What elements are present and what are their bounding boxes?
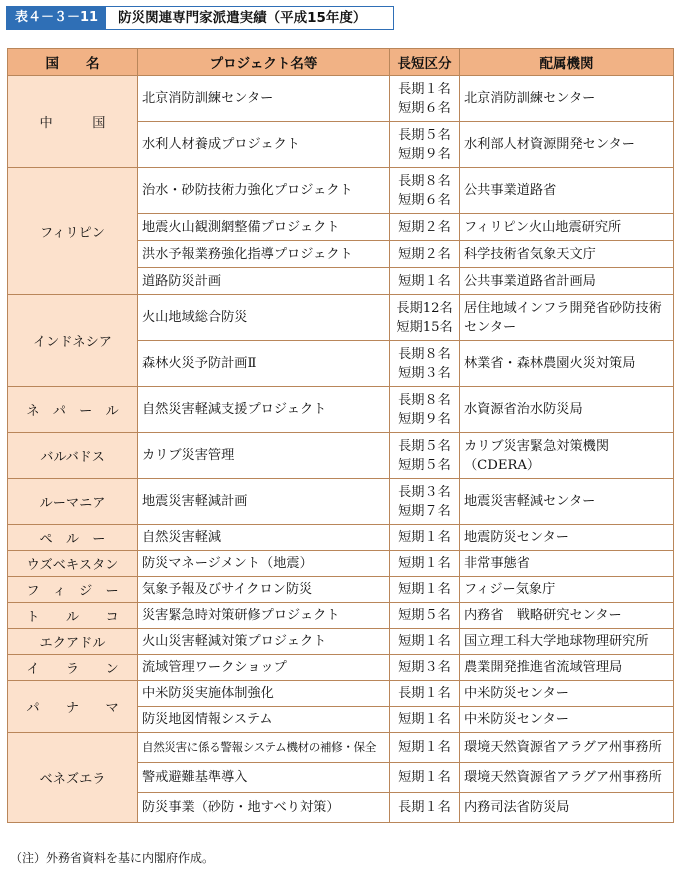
country-cell: ト ル コ (8, 603, 138, 629)
project-cell: 水利人材養成プロジェクト (138, 122, 390, 168)
country-cell: 中 国 (8, 76, 138, 168)
agency-cell: 公共事業道路省 (460, 168, 674, 214)
period-line: 長期１名 (398, 686, 451, 701)
country-cell: フ ィ ジ ー (8, 577, 138, 603)
period-cell (390, 525, 460, 551)
country-cell: ネ パ ー ル (8, 387, 138, 433)
period-cell (390, 577, 460, 603)
agency-cell: 中米防災センター (460, 681, 674, 707)
header-row (8, 49, 674, 76)
period-cell (390, 603, 460, 629)
table-row (8, 733, 674, 763)
table-row (8, 577, 674, 603)
period-cell (390, 681, 460, 707)
agency-cell: 水利部人材資源開発センター (460, 122, 674, 168)
header-country: 国 名 (8, 49, 138, 76)
period-line: 長期８名 (398, 392, 451, 408)
agency-cell: フィリピン火山地震研究所 (460, 214, 674, 241)
table-row (8, 168, 674, 214)
period-cell (390, 763, 460, 793)
agency-cell: 地震災害軽減センター (460, 479, 674, 525)
agency-cell: 水資源省治水防災局 (460, 387, 674, 433)
period-line: 短期３名 (398, 365, 451, 381)
period-cell (390, 241, 460, 268)
project-cell: 火山災害軽減対策プロジェクト (138, 629, 390, 655)
period-cell (390, 433, 460, 479)
period-line: 長期８名 (398, 346, 451, 362)
period-line: 短期６名 (398, 100, 451, 116)
header-agency: 配属機関 (460, 49, 674, 76)
period-line: 短期５名 (398, 457, 451, 473)
period-cell (390, 551, 460, 577)
project-cell: 防災マネージメント（地震） (138, 551, 390, 577)
project-cell: 洪水予報業務強化指導プロジェクト (138, 241, 390, 268)
agency-cell: 北京消防訓練センター (460, 76, 674, 122)
period-line: 短期６名 (398, 192, 451, 208)
period-cell (390, 387, 460, 433)
project-cell: 治水・砂防技術力強化プロジェクト (138, 168, 390, 214)
period-line: 長期12名 (396, 300, 453, 316)
header-period: 長短区分 (390, 49, 460, 76)
table-title-bar (6, 6, 394, 30)
period-line: 短期１名 (398, 530, 451, 545)
agency-cell: 農業開発推進省流域管理局 (460, 655, 674, 681)
period-cell (390, 793, 460, 823)
table-row (8, 387, 674, 433)
dispatch-table (7, 48, 674, 823)
period-line: 短期１名 (398, 634, 451, 649)
table-title: 防災関連専門家派遣実績（平成15年度） (118, 10, 367, 26)
period-cell (390, 707, 460, 733)
period-cell (390, 479, 460, 525)
period-line: 短期１名 (398, 582, 451, 597)
period-line: 短期３名 (398, 660, 451, 675)
project-cell: 防災事業（砂防・地すべり対策） (138, 793, 390, 823)
project-cell: 地震火山観測網整備プロジェクト (138, 214, 390, 241)
country-cell: ペ ル ー (8, 525, 138, 551)
agency-cell: 中米防災センター (460, 707, 674, 733)
project-cell: 流域管理ワークショップ (138, 655, 390, 681)
project-cell: 災害緊急時対策研修プロジェクト (138, 603, 390, 629)
project-cell: 地震災害軽減計画 (138, 479, 390, 525)
agency-cell: フィジー気象庁 (460, 577, 674, 603)
project-cell: 道路防災計画 (138, 268, 390, 295)
period-cell (390, 733, 460, 763)
table-row (8, 433, 674, 479)
table-number-label: 表４－３－11 (7, 7, 106, 29)
source-note: （注）外務省資料を基に内閣府作成。 (10, 851, 215, 865)
project-cell: 自然災害軽減支援プロジェクト (138, 387, 390, 433)
table-row (8, 681, 674, 707)
agency-cell: 公共事業道路省計画局 (460, 268, 674, 295)
agency-cell: 非常事態省 (460, 551, 674, 577)
table-row (8, 655, 674, 681)
period-line: 短期１名 (398, 556, 451, 571)
country-cell: ベネズエラ (8, 733, 138, 823)
agency-cell: 林業省・森林農園火災対策局 (460, 341, 674, 387)
agency-cell: 国立理工科大学地球物理研究所 (460, 629, 674, 655)
period-cell (390, 168, 460, 214)
agency-cell: 環境天然資源省アラグア州事務所 (460, 763, 674, 793)
period-cell (390, 341, 460, 387)
country-cell: バルバドス (8, 433, 138, 479)
period-cell (390, 122, 460, 168)
period-line: 長期１名 (398, 800, 451, 815)
period-line: 短期５名 (398, 608, 451, 623)
table-row (8, 479, 674, 525)
project-cell: 森林火災予防計画Ⅱ (138, 341, 390, 387)
period-line: 短期15名 (396, 319, 453, 335)
country-cell: インドネシア (8, 295, 138, 387)
header-project: プロジェクト名等 (138, 49, 390, 76)
country-cell: フィリピン (8, 168, 138, 295)
country-cell: ウズベキスタン (8, 551, 138, 577)
period-cell (390, 655, 460, 681)
table-row (8, 551, 674, 577)
period-line: 短期７名 (398, 503, 451, 519)
table-row (8, 76, 674, 122)
table-body (8, 76, 674, 823)
period-line: 短期２名 (398, 219, 451, 235)
period-cell (390, 629, 460, 655)
period-line: 長期３名 (398, 484, 451, 500)
period-line: 長期５名 (398, 438, 451, 454)
project-cell: 防災地図情報システム (138, 707, 390, 733)
table-row (8, 295, 674, 341)
country-cell: イ ラ ン (8, 655, 138, 681)
period-cell (390, 295, 460, 341)
period-line: 短期９名 (398, 146, 451, 162)
period-cell (390, 268, 460, 295)
period-line: 短期２名 (398, 246, 451, 262)
project-cell: 中米防災実施体制強化 (138, 681, 390, 707)
agency-cell: カリブ災害緊急対策機関（CDERA） (460, 433, 674, 479)
country-cell: ルーマニア (8, 479, 138, 525)
period-cell (390, 214, 460, 241)
period-cell (390, 76, 460, 122)
agency-cell: 居住地域インフラ開発省砂防技術センター (460, 295, 674, 341)
agency-cell: 内務司法省防災局 (460, 793, 674, 823)
project-cell: 自然災害軽減 (138, 525, 390, 551)
agency-cell: 科学技術省気象天文庁 (460, 241, 674, 268)
table-row (8, 603, 674, 629)
table-row (8, 525, 674, 551)
period-line: 短期９名 (398, 411, 451, 427)
project-cell: カリブ災害管理 (138, 433, 390, 479)
project-cell: 火山地域総合防災 (138, 295, 390, 341)
project-cell: 気象予報及びサイクロン防災 (138, 577, 390, 603)
project-cell: 自然災害に係る警報システム機材の補修・保全 (138, 733, 390, 763)
table-row (8, 629, 674, 655)
period-line: 短期１名 (398, 273, 451, 289)
period-line: 長期５名 (398, 127, 451, 143)
country-cell: エクアドル (8, 629, 138, 655)
period-line: 長期１名 (398, 81, 451, 97)
agency-cell: 地震防災センター (460, 525, 674, 551)
period-line: 長期８名 (398, 173, 451, 189)
project-cell: 警戒避難基準導入 (138, 763, 390, 793)
period-line: 短期１名 (398, 712, 451, 727)
project-cell: 北京消防訓練センター (138, 76, 390, 122)
agency-cell: 環境天然資源省アラグア州事務所 (460, 733, 674, 763)
country-cell: パ ナ マ (8, 681, 138, 733)
period-line: 短期１名 (398, 740, 451, 755)
agency-cell: 内務省 戦略研究センター (460, 603, 674, 629)
period-line: 短期１名 (398, 770, 451, 785)
